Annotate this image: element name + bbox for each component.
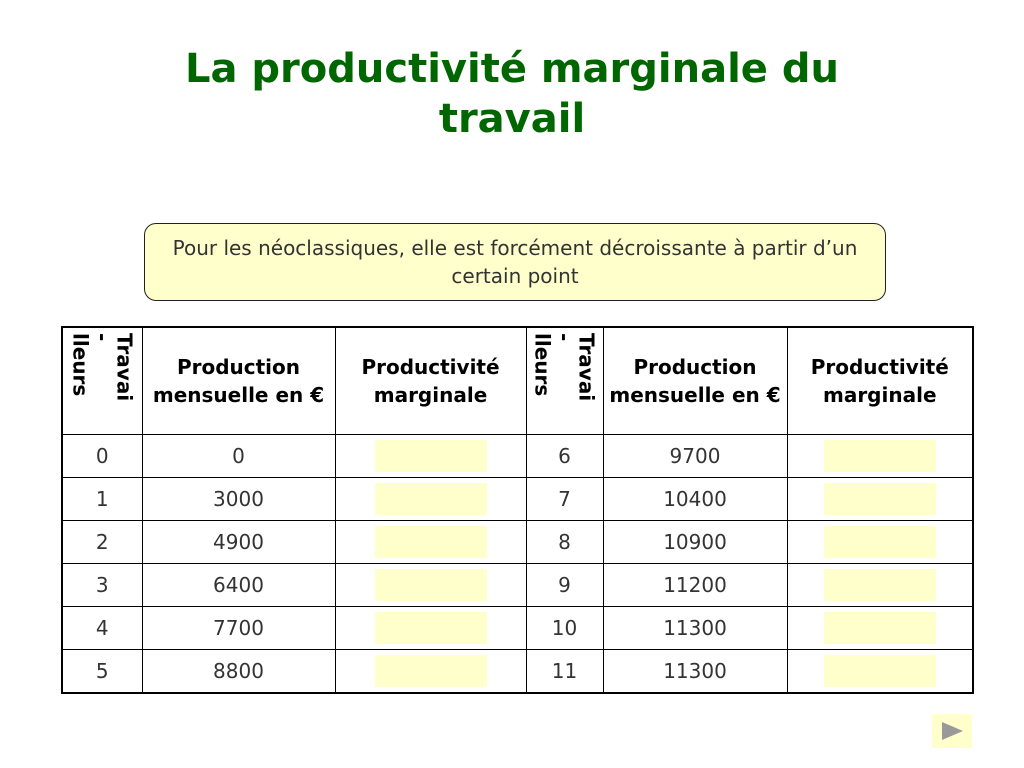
workers-cell: 1 [62,478,142,521]
productivity-cell [335,521,526,564]
table-row [62,650,973,694]
callout-box: Pour les néoclassiques, elle est forcément décroissante à partir d’un certain point [144,223,886,301]
next-slide-button[interactable] [932,714,972,748]
productivity-cell [335,650,526,694]
production-cell: 0 [142,435,335,478]
workers-cell: 8 [526,521,603,564]
workers-cell: 7 [526,478,603,521]
table-header-row [62,327,973,435]
productivity-answer-box[interactable] [824,655,936,687]
table-row [62,607,973,650]
productivity-answer-box[interactable] [375,612,487,644]
header-workers-label: Travai - lleurs [530,333,599,402]
workers-cell: 5 [62,650,142,694]
productivity-answer-box[interactable] [824,526,936,558]
header-workers-right [526,327,603,435]
header-productivity-left: Productivité marginale [335,327,526,435]
productivity-answer-box[interactable] [375,569,487,601]
workers-cell: 10 [526,607,603,650]
productivity-answer-box[interactable] [375,440,487,472]
productivity-answer-box[interactable] [824,612,936,644]
play-arrow-icon [939,720,965,742]
header-workers-left [62,327,142,435]
productivity-answer-box[interactable] [375,483,487,515]
production-cell: 11300 [603,607,787,650]
productivity-answer-box[interactable] [824,569,936,601]
productivity-cell [335,564,526,607]
header-productivity-right: Productivité marginale [787,327,973,435]
production-cell: 7700 [142,607,335,650]
production-cell: 3000 [142,478,335,521]
productivity-cell [787,564,973,607]
productivity-cell [787,521,973,564]
table-row [62,521,973,564]
production-cell: 9700 [603,435,787,478]
productivity-answer-box[interactable] [375,526,487,558]
table-row [62,564,973,607]
table-row [62,478,973,521]
production-cell: 11200 [603,564,787,607]
productivity-cell [335,478,526,521]
productivity-answer-box[interactable] [375,655,487,687]
workers-cell: 4 [62,607,142,650]
production-cell: 10900 [603,521,787,564]
productivity-cell [787,435,973,478]
workers-cell: 3 [62,564,142,607]
productivity-table [61,326,974,694]
production-cell: 11300 [603,650,787,694]
slide-title: La productivité marginale du travail [185,46,839,142]
productivity-cell [787,650,973,694]
header-workers-label: Travai - lleurs [68,333,137,402]
workers-cell: 11 [526,650,603,694]
workers-cell: 0 [62,435,142,478]
header-production-left: Production mensuelle en € [142,327,335,435]
production-cell: 8800 [142,650,335,694]
productivity-cell [335,607,526,650]
productivity-answer-box[interactable] [824,440,936,472]
production-cell: 4900 [142,521,335,564]
workers-cell: 9 [526,564,603,607]
productivity-cell [787,478,973,521]
production-cell: 6400 [142,564,335,607]
workers-cell: 2 [62,521,142,564]
workers-cell: 6 [526,435,603,478]
productivity-cell [335,435,526,478]
table-row [62,435,973,478]
production-cell: 10400 [603,478,787,521]
header-production-right: Production mensuelle en € [603,327,787,435]
productivity-cell [787,607,973,650]
productivity-answer-box[interactable] [824,483,936,515]
